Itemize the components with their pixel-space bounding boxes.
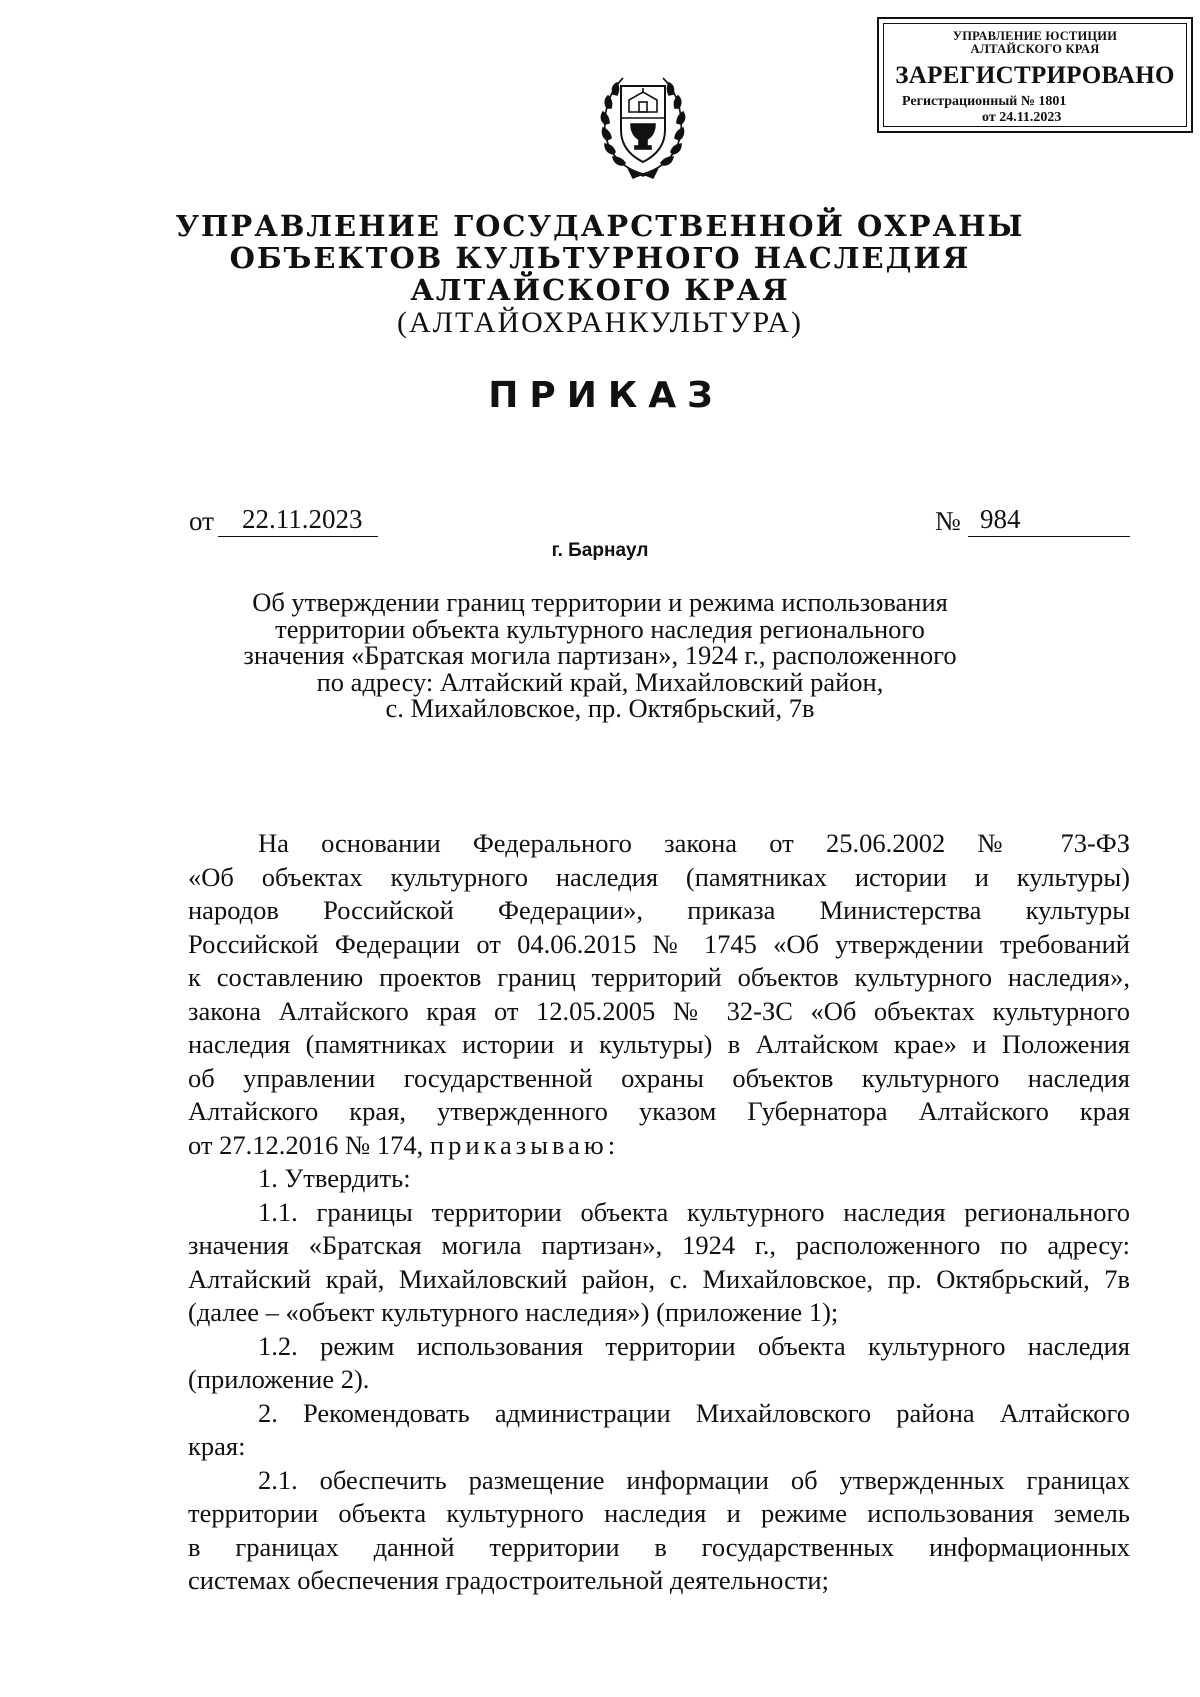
item-2-1-line: в границах данной территории в государственных информационных (188, 1531, 1130, 1562)
date-label: от (189, 506, 214, 536)
body-line: наследия (памятниках истории и культуры) в Алтайском крае» и Положения (188, 1029, 1130, 1059)
number-label: № (935, 506, 961, 536)
body-line: народов Российской Федерации», приказа Министерства культуры (188, 895, 1130, 925)
subject-line: по адресу: Алтайский край, Михайловский район, (316, 666, 884, 697)
item-1-2-line: 1.2. режим использования территории объекта культурного наследия (258, 1330, 1130, 1361)
item-1-1-line: 1.1. границы территории объекта культурного наследия регионального (258, 1196, 1130, 1227)
order-number: 984 (968, 503, 1130, 537)
order-verb: приказываю: (429, 1129, 620, 1160)
item-1-1-line: Алтайский край, Михайловский район, с. Михайловское, пр. Октябрьский, 7в (188, 1263, 1130, 1294)
header-line-3: АЛТАЙСКОГО КРАЯ (410, 273, 790, 307)
item-1-1-line: значения «Братская могила партизан», 1924 г., расположенного по адресу: (188, 1230, 1130, 1260)
body-line: Алтайского края, утвержденного указом Губернатора Алтайского края (188, 1096, 1130, 1126)
item-2-1-line: территории объекта культурного наследия и режиме использования земель (188, 1498, 1130, 1528)
registration-stamp (877, 17, 1193, 133)
stamp-organization (884, 30, 1186, 56)
item-1: 1. Утвердить: (258, 1163, 411, 1193)
body-line: об управлении государственной охраны объектов культурного наследия (188, 1062, 1130, 1093)
item-2-line: края: (188, 1431, 246, 1461)
header-line-4: (АЛТАЙОХРАНКУЛЬТУРА) (397, 306, 803, 339)
item-2-line: 2. Рекомендовать администрации Михайловского района Алтайского (258, 1397, 1130, 1428)
document-title: ПРИКАЗ (488, 375, 724, 416)
body-line: закона Алтайского края от 12.05.2005 № 32-ЗС «Об объектах культурного (188, 995, 1130, 1026)
body-line: На основании Федерального закона от 25.06.2002 № 73-ФЗ (258, 828, 1130, 858)
coat-of-arms-emblem (597, 62, 689, 180)
subject-line: значения «Братская могила партизан», 1924 г., расположенного (243, 640, 957, 670)
subject-line: Об утверждении границ территории и режима использования (252, 587, 948, 617)
city: г. Барнаул (551, 540, 649, 561)
item-1-2-line: (приложение 2). (188, 1364, 370, 1394)
stamp-status: ЗАРЕГИСТРИРОВАНО (895, 62, 1175, 89)
registration-stamp-inner (883, 23, 1187, 127)
item-2-1-line: системах обеспечения градостроительной деятельности; (188, 1565, 829, 1595)
item-2-1-line: 2.1. обеспечить размещение информации об утвержденных границах (258, 1464, 1130, 1495)
header-line-2: ОБЪЕКТОВ КУЛЬТУРНОГО НАСЛЕДИЯ (229, 241, 971, 275)
subject-line: с. Михайловское, пр. Октябрьский, 7в (385, 693, 815, 723)
subject-line: территории объекта культурного наследия регионального (275, 613, 925, 644)
stamp-organization-line2: АЛТАЙСКОГО КРАЯ (970, 42, 1100, 56)
body-line-prefix: от 27.12.2016 № 174, (188, 1129, 430, 1160)
body-line: к составлению проектов границ территорий объектов культурного наследия», (188, 962, 1130, 992)
item-1-1-line: (далее – «объект культурного наследия») (приложение 1); (188, 1297, 839, 1327)
order-body (188, 827, 1130, 1598)
stamp-reg-number: Регистрационный № 1801 (902, 94, 1067, 109)
stamp-reg-date: от 24.11.2023 (982, 110, 1062, 125)
body-line: Российской Федерации от 04.06.2015 № 1745 «Об утверждении требований (188, 928, 1130, 959)
header-line-1: УПРАВЛЕНИЕ ГОСУДАРСТВЕННОЙ ОХРАНЫ (175, 209, 1025, 243)
body-line-last (188, 1129, 1130, 1163)
stamp-organization-line1: УПРАВЛЕНИЕ ЮСТИЦИИ (952, 29, 1118, 43)
order-subject (200, 589, 1000, 722)
body-line: «Об объектах культурного наследия (памятниках истории и культуры) (188, 861, 1130, 892)
order-date: 22.11.2023 (218, 503, 378, 537)
